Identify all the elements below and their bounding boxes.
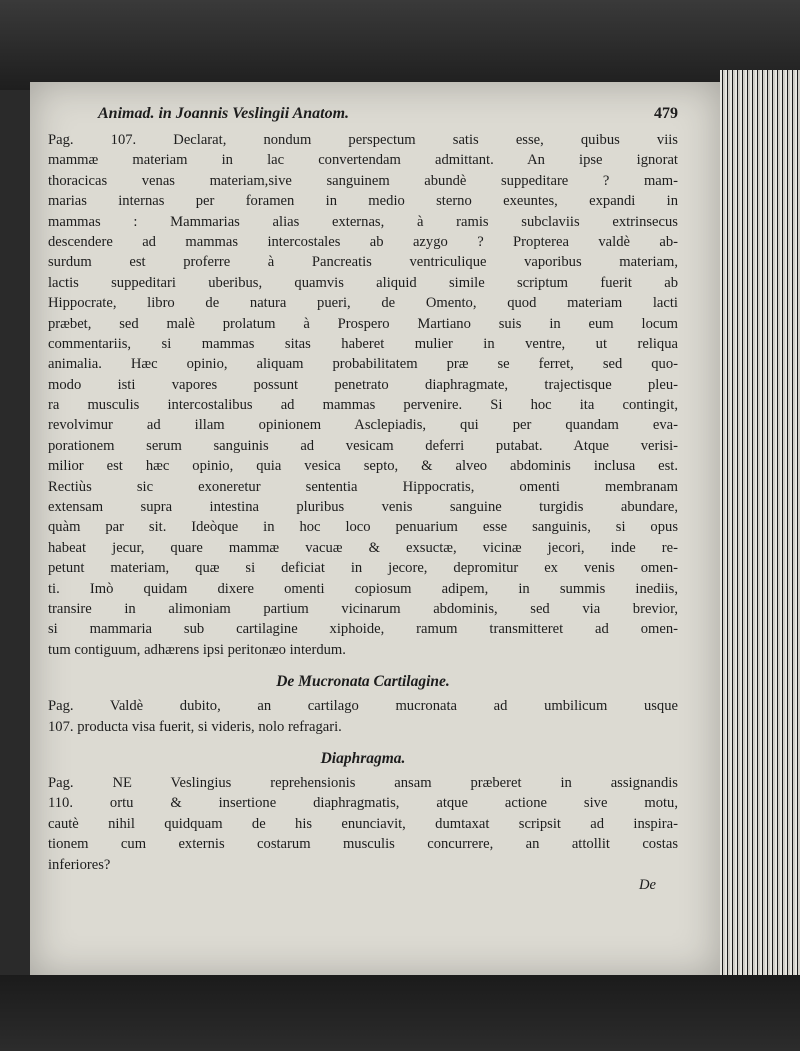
page-edge-stack <box>720 70 800 990</box>
text-line: Pag. 107. Declarat, nondum perspectum satis esse, quibus viis <box>48 132 678 148</box>
text-line: inferiores? <box>48 856 111 873</box>
text-line: Pag. Valdè dubito, an cartilago mucronata ad umbilicum usque <box>48 698 678 715</box>
page-number: 479 <box>654 105 678 122</box>
text-line: extensam supra intestina pluribus venis sanguine turgidis abundare, <box>48 499 678 516</box>
text-line: surdum est proferre à Pancreatis ventriculique vaporibus materiam, <box>48 254 678 271</box>
text-line: revolvimur ad illam opinionem Asclepiadis, qui per quandam eva- <box>48 417 678 434</box>
section-title-mucronata: De Mucronata Cartilagine. <box>276 673 450 691</box>
text-line: si mammaria sub cartilagine xiphoide, ramum transmitteret ad omen- <box>48 621 678 638</box>
text-line: 110. ortu & insertione diaphragmatis, atque actione sive motu, <box>48 795 678 812</box>
text-line: Hippocrate, libro de natura pueri, de Omento, quod materiam lacti <box>48 295 678 312</box>
text-line: petunt materiam, quæ si deficiat in jecore, depromitur ex venis omen- <box>48 560 678 577</box>
text-line: lactis suppeditari uberibus, quamvis aliquid simile scriptum fuerit ab <box>48 274 678 291</box>
text-line: mammas : Mammarias alias externas, à ramis subclaviis extrinsecus <box>48 213 678 230</box>
text-line: præbet, sed malè prolatum à Prospero Martiano suis in eum locum <box>48 315 678 332</box>
text-line: mammæ materiam in lac convertendam admittant. An ipse ignorat <box>48 152 678 169</box>
text-line: animalia. Hæc opinio, aliquam probabilitatem præ se ferret, sed quo- <box>48 356 678 373</box>
text-line: Rectiùs sic exoneretur sententia Hippocratis, omenti membranam <box>48 478 678 495</box>
text-line: ti. Imò quidam dixere omenti copiosum adipem, in summis inediis, <box>48 580 678 597</box>
text-line: marias internas per foramen in medio sterno exeuntes, expandi in <box>48 193 678 210</box>
catchword: De <box>638 876 656 893</box>
text-line: Pag. NE Veslingius reprehensionis ansam præberet in assignandis <box>48 774 678 791</box>
text-line: thoracicas venas materiam,sive sanguinem abundè suppeditare ? mam- <box>48 172 678 189</box>
text-line: ra musculis intercostalibus ad mammas pervenire. Si hoc ita contingit, <box>48 397 678 414</box>
text-line: milior est hæc opinio, quia vesica septo, & alveo abdominis inclusa est. <box>48 458 678 475</box>
text-line: cautè nihil quidquam de his enunciavit, dumtaxat scripsit ad inspira- <box>48 815 678 832</box>
text-line: commentariis, si mammas sitas haberet mulier in ventre, ut reliqua <box>48 335 678 352</box>
text-line: descendere ad mammas intercostales ab azygo ? Propterea valdè ab- <box>48 233 678 250</box>
text-line: porationem serum sanguinis ad vesicam deferri putabat. Atque verisi- <box>48 437 678 454</box>
scan-background-bottom <box>0 975 800 1051</box>
text-line: 107. producta visa fuerit, si videris, nolo refragari. <box>48 718 342 735</box>
page-text <box>48 104 678 895</box>
paragraph-1 <box>48 130 678 660</box>
section-title-diaphragma: Diaphragma. <box>320 749 406 767</box>
text-line: tum contiguum, adhærens ipsi peritonæo interdum. <box>48 641 346 658</box>
text-line: quàm par sit. Ideòque in hoc loco penuarium esse sanguinis, si opus <box>48 519 678 536</box>
running-header <box>48 104 678 130</box>
scan-background-top <box>0 0 800 90</box>
running-title: Animad. in Joannis Veslingii Anatom. <box>98 105 350 122</box>
text-line: modo isti vapores possunt penetrato diaphragmate, trajectisque pleu- <box>48 376 678 393</box>
text-line: habeat jecur, quare mammæ vacuæ & exsuctæ, vicinæ jecori, inde re- <box>48 539 678 556</box>
text-line: transire in alimoniam partium vicinarum abdominis, sed via brevior, <box>48 600 678 617</box>
text-line: tionem cum externis costarum musculis concurrere, an attollit costas <box>48 836 678 853</box>
